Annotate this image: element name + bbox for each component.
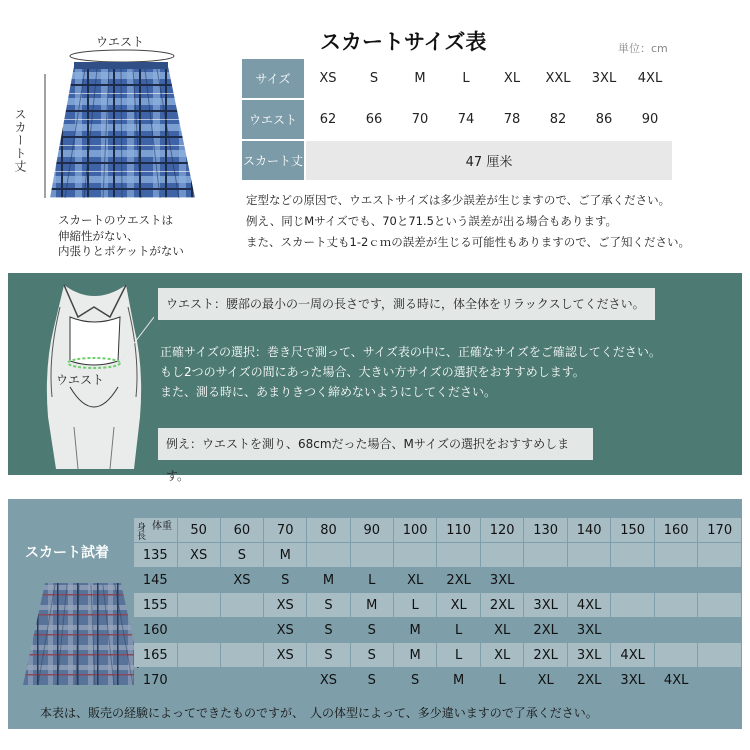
fitting-size-cell: XS	[178, 543, 220, 567]
waist-row	[242, 100, 672, 139]
weight-header-cell: 110	[437, 518, 480, 542]
fitting-size-cell: S	[307, 618, 349, 642]
skirt-length-label: スカート丈	[13, 108, 27, 173]
waist-cell: 86	[582, 100, 626, 139]
fitting-size-cell	[698, 618, 741, 642]
fitting-title: スカート試着	[25, 545, 109, 561]
fitting-size-cell: XL	[481, 643, 524, 667]
fitting-size-cell: M	[394, 643, 437, 667]
fitting-size-cell: 2XL	[568, 668, 611, 692]
size-cell: 3XL	[582, 59, 626, 98]
weight-header-cell: 130	[524, 518, 567, 542]
plaid-skirt-image	[40, 38, 200, 208]
weight-header-cell: 80	[307, 518, 349, 542]
size-cell: L	[444, 59, 488, 98]
fitting-size-cell	[307, 543, 349, 567]
weight-header-cell: 90	[351, 518, 393, 542]
fitting-size-cell: L	[481, 668, 524, 692]
fitting-size-cell	[655, 543, 698, 567]
fitting-size-cell: M	[351, 593, 393, 617]
fitting-size-cell	[178, 568, 220, 592]
fitting-size-cell: S	[307, 643, 349, 667]
fitting-size-cell	[698, 543, 741, 567]
fitting-table	[133, 517, 742, 693]
length-header: スカート丈	[242, 141, 304, 180]
note-line: また、スカート丈も1-2ｃｍの誤差が生じる可能性もありますので、ご了知ください。	[246, 235, 691, 249]
fitting-size-cell: 3XL	[611, 668, 654, 692]
waist-cell: 90	[628, 100, 672, 139]
size-cell: XS	[306, 59, 350, 98]
fitting-size-cell: XS	[264, 593, 306, 617]
fitting-size-cell	[698, 593, 741, 617]
weight-header-cell: 150	[611, 518, 654, 542]
fitting-size-cell	[655, 568, 698, 592]
fitting-size-cell: S	[307, 593, 349, 617]
figure-waist-label: ウエスト	[56, 373, 105, 387]
fitting-size-cell	[351, 543, 393, 567]
skirt-note-line: スカートのウエストは	[58, 213, 173, 227]
weight-header-cell: 100	[394, 518, 437, 542]
fitting-size-cell: L	[351, 568, 393, 592]
fitting-size-cell: 3XL	[568, 643, 611, 667]
waist-cell: 66	[352, 100, 396, 139]
note-line: 定型などの原因で、ウエストサイズは多少誤差が生じますので、ご了承ください。	[246, 193, 671, 207]
waist-definition-callout: ウエスト：腰部の最小の一周の長さです，測る時に，体全体をリラックスしてください。	[158, 288, 655, 320]
fitting-size-cell	[611, 543, 654, 567]
fitting-size-cell: S	[351, 643, 393, 667]
waist-cell: 82	[536, 100, 580, 139]
size-cell: M	[398, 59, 442, 98]
waist-label: ウエスト	[96, 35, 145, 49]
fitting-size-cell: 3XL	[481, 568, 524, 592]
fitting-size-cell	[655, 643, 698, 667]
fitting-size-cell: 4XL	[655, 668, 698, 692]
fitting-size-cell: 2XL	[524, 643, 567, 667]
fitting-size-cell: 4XL	[568, 593, 611, 617]
unit-label: 単位：cm	[618, 42, 668, 55]
weight-header-cell: 120	[481, 518, 524, 542]
waist-cell: 74	[444, 100, 488, 139]
height-cell: 145	[134, 568, 177, 592]
guide-line: 正確サイズの選択：巻き尺で測って、サイズ表の中に、正確なサイズをご確認してください。	[160, 345, 661, 359]
fitting-size-cell: XS	[264, 618, 306, 642]
weight-header-cell: 170	[698, 518, 741, 542]
fitting-size-cell: L	[437, 643, 480, 667]
height-cell: 165	[134, 643, 177, 667]
fitting-size-cell: M	[437, 668, 480, 692]
size-row	[242, 59, 672, 98]
fitting-size-cell	[568, 543, 611, 567]
size-chart-section	[0, 0, 750, 270]
fitting-size-cell	[221, 643, 263, 667]
size-cell: 4XL	[628, 59, 672, 98]
fitting-size-cell: L	[394, 593, 437, 617]
fitting-size-cell	[264, 668, 306, 692]
size-header: サイズ	[242, 59, 304, 98]
fitting-size-cell	[655, 593, 698, 617]
weight-header-row	[134, 518, 741, 542]
fitting-size-cell	[698, 568, 741, 592]
fitting-size-cell: XS	[307, 668, 349, 692]
fitting-size-cell: S	[264, 568, 306, 592]
size-selection-guide	[160, 342, 661, 402]
fitting-size-cell	[524, 543, 567, 567]
fitting-size-cell	[178, 668, 220, 692]
corner-height-label: 身長	[135, 522, 145, 540]
fitting-size-cell: M	[307, 568, 349, 592]
fitting-size-cell	[437, 543, 480, 567]
fitting-size-cell	[611, 568, 654, 592]
fitting-size-cell	[698, 643, 741, 667]
waist-cell: 62	[306, 100, 350, 139]
fitting-size-cell	[221, 593, 263, 617]
height-cell: 170	[134, 668, 177, 692]
fitting-size-cell: 2XL	[437, 568, 480, 592]
fitting-size-cell: XS	[264, 643, 306, 667]
fitting-size-cell: M	[394, 618, 437, 642]
fitting-size-cell	[481, 543, 524, 567]
plaid-skirt-image	[21, 579, 145, 687]
size-cell: XXL	[536, 59, 580, 98]
fitting-size-cell: 4XL	[611, 643, 654, 667]
skirt-note	[58, 213, 184, 260]
fitting-row	[134, 543, 741, 567]
size-cell: XL	[490, 59, 534, 98]
weight-header-cell: 60	[221, 518, 263, 542]
height-cell: 155	[134, 593, 177, 617]
weight-header-cell: 70	[264, 518, 306, 542]
waist-header: ウエスト	[242, 100, 304, 139]
fitting-size-cell: XL	[394, 568, 437, 592]
fitting-size-cell	[524, 568, 567, 592]
fitting-chart-section	[8, 499, 742, 729]
fitting-size-cell	[178, 643, 220, 667]
fitting-size-cell	[178, 618, 220, 642]
fitting-row	[134, 568, 741, 592]
guide-line: また、測る時に、あまりきつく締めないようにしてください。	[160, 385, 497, 399]
fitting-size-cell: XL	[481, 618, 524, 642]
fitting-size-cell: XS	[221, 568, 263, 592]
waist-cell: 78	[490, 100, 534, 139]
height-cell: 135	[134, 543, 177, 567]
fitting-size-cell: 3XL	[568, 618, 611, 642]
fitting-size-cell: M	[264, 543, 306, 567]
fitting-size-cell	[178, 593, 220, 617]
fitting-size-cell	[568, 568, 611, 592]
fitting-size-cell: 3XL	[524, 593, 567, 617]
size-notes	[246, 190, 690, 253]
height-cell: 160	[134, 618, 177, 642]
fitting-size-cell: XL	[437, 593, 480, 617]
guide-line: もし2つのサイズの間にあった場合、大きい方サイズの選択をおすすめします。	[160, 365, 585, 379]
fitting-size-cell: S	[221, 543, 263, 567]
fitting-row	[134, 668, 741, 692]
fitting-size-cell: S	[351, 668, 393, 692]
fitting-size-cell	[611, 593, 654, 617]
fitting-size-cell: 2XL	[524, 618, 567, 642]
weight-header-cell: 160	[655, 518, 698, 542]
fitting-size-cell: S	[351, 618, 393, 642]
fitting-size-cell: XL	[524, 668, 567, 692]
corner-cell	[134, 518, 177, 542]
fitting-size-cell	[394, 543, 437, 567]
length-row	[242, 141, 672, 180]
waist-cell: 70	[398, 100, 442, 139]
weight-header-cell: 50	[178, 518, 220, 542]
skirt-note-line: 伸縮性がない、	[58, 228, 139, 243]
skirt-note-line: 内張りとポケットがない	[58, 244, 184, 258]
fitting-footer-note: 本表は、販売の経験によってできたものですが、 人の体型によって、多少違いますので了承ください。	[40, 706, 598, 720]
fitting-size-cell: 2XL	[481, 593, 524, 617]
example-callout: 例え：ウエストを測り、68cmだった場合、Mサイズの選択をおすすめします。	[158, 428, 593, 460]
size-table	[240, 57, 674, 182]
weight-header-cell: 140	[568, 518, 611, 542]
measuring-guide-section	[8, 273, 742, 483]
fitting-row	[134, 643, 741, 667]
size-chart-title: スカートサイズ表	[320, 30, 487, 54]
size-cell: S	[352, 59, 396, 98]
corner-weight-label: 体重	[152, 521, 172, 532]
fitting-size-cell: L	[437, 618, 480, 642]
fitting-size-cell	[698, 668, 741, 692]
fitting-row	[134, 593, 741, 617]
fitting-size-cell	[655, 618, 698, 642]
fitting-size-cell	[221, 668, 263, 692]
note-line: 例え、同じMサイズでも、70と71.5という誤差が出る場合もあります。	[246, 214, 618, 228]
fitting-size-cell	[611, 618, 654, 642]
length-cell: 47 厘米	[306, 141, 672, 180]
fitting-row	[134, 618, 741, 642]
fitting-size-cell	[221, 618, 263, 642]
fitting-size-cell: S	[394, 668, 437, 692]
